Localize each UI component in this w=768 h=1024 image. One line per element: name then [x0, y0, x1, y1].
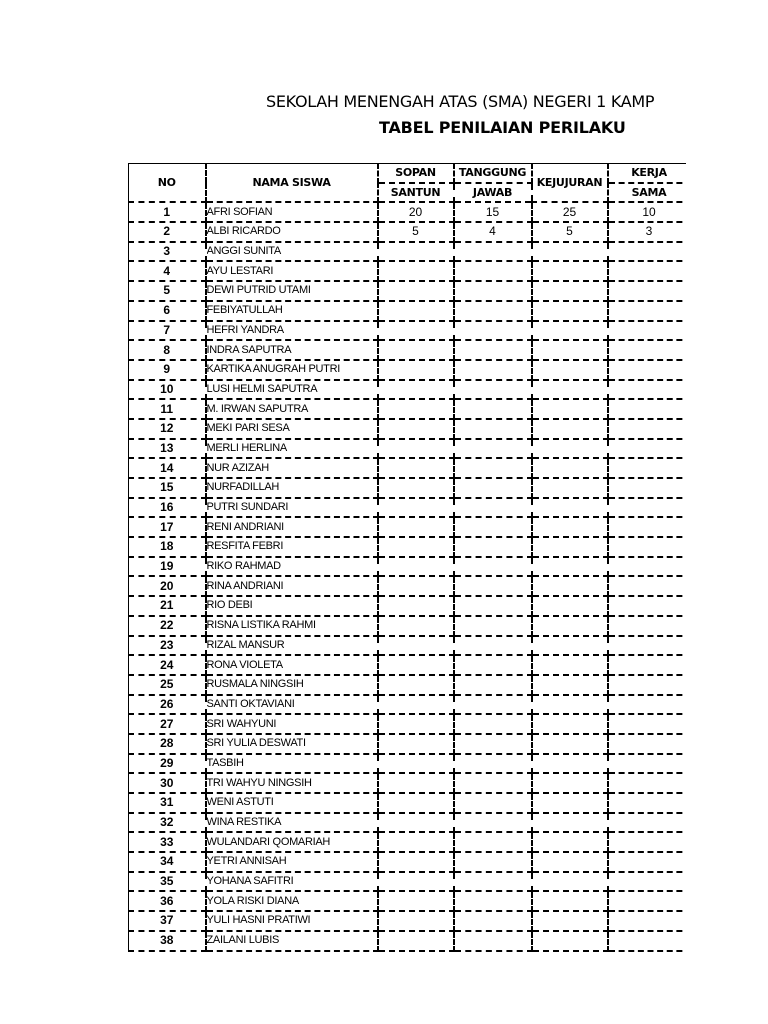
- score-kerja-sama: [608, 537, 687, 557]
- score-kerja-sama: [608, 891, 687, 911]
- score-sopan-santun: [378, 773, 454, 793]
- row-number: 13: [129, 439, 206, 459]
- score-kejujuran: [532, 832, 608, 852]
- score-tanggung-jawab: [454, 852, 532, 872]
- row-number: 29: [129, 754, 206, 774]
- student-name: INDRA SAPUTRA: [206, 340, 378, 360]
- score-tanggung-jawab: [454, 675, 532, 695]
- row-number: 14: [129, 458, 206, 478]
- score-sopan-santun: [378, 458, 454, 478]
- score-kejujuran: [532, 399, 608, 419]
- score-sopan-santun: [378, 616, 454, 636]
- score-kerja-sama: [608, 557, 687, 577]
- score-kerja-sama: [608, 399, 687, 419]
- column-header-kejujuran: KEJUJURAN: [532, 164, 608, 203]
- row-number: 27: [129, 714, 206, 734]
- score-kerja-sama: [608, 931, 687, 951]
- score-kejujuran: [532, 596, 608, 616]
- row-number: 15: [129, 478, 206, 498]
- score-sopan-santun: [378, 321, 454, 341]
- student-name: RIO DEBI: [206, 596, 378, 616]
- table-row: [129, 281, 687, 301]
- row-number: 30: [129, 773, 206, 793]
- table-row: [129, 596, 687, 616]
- score-kejujuran: [532, 281, 608, 301]
- table-row: [129, 242, 687, 262]
- student-name: RONA VIOLETA: [206, 655, 378, 675]
- student-name: MERLI HERLINA: [206, 439, 378, 459]
- score-tanggung-jawab: [454, 242, 532, 262]
- student-name: M. IRWAN SAPUTRA: [206, 399, 378, 419]
- row-number: 6: [129, 301, 206, 321]
- column-header-no: NO: [129, 164, 206, 203]
- score-kejujuran: 25: [532, 202, 608, 222]
- score-kejujuran: [532, 478, 608, 498]
- score-tanggung-jawab: [454, 695, 532, 715]
- score-kejujuran: [532, 321, 608, 341]
- row-number: 24: [129, 655, 206, 675]
- score-sopan-santun: [378, 399, 454, 419]
- student-name: YOHANA SAFITRI: [206, 872, 378, 892]
- student-name: LUSI HELMI SAPUTRA: [206, 380, 378, 400]
- student-name: PUTRI SUNDARI: [206, 498, 378, 518]
- student-name: WULANDARI QOMARIAH: [206, 832, 378, 852]
- score-kejujuran: 5: [532, 222, 608, 242]
- row-number: 33: [129, 832, 206, 852]
- row-number: 11: [129, 399, 206, 419]
- student-name: NUR AZIZAH: [206, 458, 378, 478]
- student-name: YOLA RISKI DIANA: [206, 891, 378, 911]
- score-tanggung-jawab: [454, 734, 532, 754]
- score-kerja-sama: [608, 301, 687, 321]
- score-kejujuran: [532, 380, 608, 400]
- table-row: [129, 439, 687, 459]
- table-row: [129, 911, 687, 931]
- table-row: [129, 734, 687, 754]
- score-sopan-santun: [378, 695, 454, 715]
- score-kejujuran: [532, 301, 608, 321]
- score-sopan-santun: [378, 517, 454, 537]
- table-row: [129, 498, 687, 518]
- row-number: 18: [129, 537, 206, 557]
- score-kerja-sama: 3: [608, 222, 687, 242]
- score-kejujuran: [532, 773, 608, 793]
- score-kerja-sama: [608, 498, 687, 518]
- score-kejujuran: [532, 714, 608, 734]
- score-sopan-santun: [378, 360, 454, 380]
- row-number: 3: [129, 242, 206, 262]
- score-kejujuran: [532, 360, 608, 380]
- row-number: 2: [129, 222, 206, 242]
- row-number: 21: [129, 596, 206, 616]
- table-row: [129, 458, 687, 478]
- score-kejujuran: [532, 695, 608, 715]
- row-number: 19: [129, 557, 206, 577]
- student-name: MEKI PARI SESA: [206, 419, 378, 439]
- score-kerja-sama: [608, 340, 687, 360]
- score-sopan-santun: [378, 576, 454, 596]
- column-header-nama-siswa: NAMA SISWA: [206, 164, 378, 203]
- row-number: 17: [129, 517, 206, 537]
- table-row: [129, 754, 687, 774]
- row-number: 16: [129, 498, 206, 518]
- table-row: [129, 616, 687, 636]
- row-number: 37: [129, 911, 206, 931]
- score-sopan-santun: [378, 498, 454, 518]
- score-sopan-santun: [378, 537, 454, 557]
- student-name: NURFADILLAH: [206, 478, 378, 498]
- score-sopan-santun: [378, 261, 454, 281]
- table-row: [129, 380, 687, 400]
- score-kerja-sama: [608, 714, 687, 734]
- student-name: RUSMALA NINGSIH: [206, 675, 378, 695]
- score-kerja-sama: [608, 261, 687, 281]
- score-sopan-santun: [378, 891, 454, 911]
- student-name: ZAILANI LUBIS: [206, 931, 378, 951]
- score-kejujuran: [532, 557, 608, 577]
- table-row: [129, 891, 687, 911]
- student-name: RENI ANDRIANI: [206, 517, 378, 537]
- score-sopan-santun: [378, 911, 454, 931]
- score-kejujuran: [532, 261, 608, 281]
- student-name: TRI WAHYU NINGSIH: [206, 773, 378, 793]
- row-number: 20: [129, 576, 206, 596]
- row-number: 8: [129, 340, 206, 360]
- score-kerja-sama: [608, 734, 687, 754]
- score-kerja-sama: [608, 242, 687, 262]
- row-number: 23: [129, 636, 206, 656]
- score-tanggung-jawab: [454, 754, 532, 774]
- table-row: [129, 261, 687, 281]
- score-sopan-santun: [378, 655, 454, 675]
- score-kejujuran: [532, 636, 608, 656]
- student-name: HEFRI YANDRA: [206, 321, 378, 341]
- score-kerja-sama: [608, 872, 687, 892]
- score-tanggung-jawab: [454, 380, 532, 400]
- table-title: TABEL PENILAIAN PERILAKU: [379, 118, 626, 137]
- row-number: 22: [129, 616, 206, 636]
- score-kejujuran: [532, 616, 608, 636]
- score-kerja-sama: [608, 517, 687, 537]
- score-sopan-santun: [378, 931, 454, 951]
- score-kejujuran: [532, 498, 608, 518]
- score-tanggung-jawab: [454, 832, 532, 852]
- score-sopan-santun: [378, 242, 454, 262]
- table-row: [129, 576, 687, 596]
- score-kejujuran: [532, 911, 608, 931]
- column-header-sama: SAMA: [608, 183, 687, 203]
- student-name: FEBIYATULLAH: [206, 301, 378, 321]
- score-kerja-sama: [608, 576, 687, 596]
- score-kejujuran: [532, 576, 608, 596]
- score-kerja-sama: [608, 695, 687, 715]
- score-sopan-santun: [378, 852, 454, 872]
- score-kejujuran: [532, 439, 608, 459]
- score-kejujuran: [532, 931, 608, 951]
- row-number: 12: [129, 419, 206, 439]
- row-number: 10: [129, 380, 206, 400]
- score-kerja-sama: [608, 360, 687, 380]
- row-number: 26: [129, 695, 206, 715]
- row-number: 1: [129, 202, 206, 222]
- score-tanggung-jawab: [454, 557, 532, 577]
- column-header-kerja: KERJA: [608, 164, 687, 183]
- table-row: [129, 636, 687, 656]
- score-kejujuran: [532, 340, 608, 360]
- table-row: [129, 222, 687, 242]
- column-header-santun: SANTUN: [378, 183, 454, 203]
- score-tanggung-jawab: [454, 458, 532, 478]
- school-title: SEKOLAH MENENGAH ATAS (SMA) NEGERI 1 KAMP: [266, 92, 655, 111]
- score-kejujuran: [532, 675, 608, 695]
- student-name: AFRI SOFIAN: [206, 202, 378, 222]
- student-name: SRI YULIA DESWATI: [206, 734, 378, 754]
- score-tanggung-jawab: [454, 655, 532, 675]
- score-kerja-sama: [608, 852, 687, 872]
- row-number: 35: [129, 872, 206, 892]
- score-tanggung-jawab: [454, 281, 532, 301]
- table-row: [129, 655, 687, 675]
- score-kerja-sama: [608, 675, 687, 695]
- score-kejujuran: [532, 537, 608, 557]
- table-row: [129, 793, 687, 813]
- score-tanggung-jawab: [454, 261, 532, 281]
- score-kerja-sama: [608, 596, 687, 616]
- score-tanggung-jawab: [454, 301, 532, 321]
- score-kerja-sama: [608, 832, 687, 852]
- score-tanggung-jawab: [454, 439, 532, 459]
- score-tanggung-jawab: [454, 576, 532, 596]
- score-tanggung-jawab: [454, 498, 532, 518]
- student-name: YULI HASNI PRATIWI: [206, 911, 378, 931]
- score-kerja-sama: [608, 419, 687, 439]
- score-kerja-sama: [608, 478, 687, 498]
- score-sopan-santun: [378, 714, 454, 734]
- score-tanggung-jawab: [454, 478, 532, 498]
- score-tanggung-jawab: [454, 360, 532, 380]
- score-kejujuran: [532, 891, 608, 911]
- score-kerja-sama: [608, 458, 687, 478]
- student-name: SANTI OKTAVIANI: [206, 695, 378, 715]
- table-row: [129, 202, 687, 222]
- column-header-jawab: JAWAB: [454, 183, 532, 203]
- score-kerja-sama: [608, 655, 687, 675]
- score-tanggung-jawab: [454, 872, 532, 892]
- table-row: [129, 478, 687, 498]
- score-tanggung-jawab: [454, 596, 532, 616]
- score-kejujuran: [532, 754, 608, 774]
- row-number: 5: [129, 281, 206, 301]
- table-row: [129, 419, 687, 439]
- score-tanggung-jawab: [454, 931, 532, 951]
- score-kerja-sama: [608, 439, 687, 459]
- score-tanggung-jawab: [454, 517, 532, 537]
- score-tanggung-jawab: [454, 773, 532, 793]
- row-number: 7: [129, 321, 206, 341]
- header-row-top: [129, 164, 687, 183]
- row-number: 36: [129, 891, 206, 911]
- score-sopan-santun: [378, 419, 454, 439]
- column-header-tanggung: TANGGUNG: [454, 164, 532, 183]
- score-tanggung-jawab: [454, 636, 532, 656]
- score-tanggung-jawab: [454, 616, 532, 636]
- score-sopan-santun: [378, 636, 454, 656]
- student-name: ALBI RICARDO: [206, 222, 378, 242]
- table-row: [129, 931, 687, 951]
- row-number: 28: [129, 734, 206, 754]
- student-name: YETRI ANNISAH: [206, 852, 378, 872]
- table-row: [129, 301, 687, 321]
- score-sopan-santun: [378, 340, 454, 360]
- score-kejujuran: [532, 242, 608, 262]
- table-row: [129, 537, 687, 557]
- student-name: RIZAL MANSUR: [206, 636, 378, 656]
- row-number: 4: [129, 261, 206, 281]
- student-name: WINA RESTIKA: [206, 813, 378, 833]
- student-name: DEWI PUTRID UTAMI: [206, 281, 378, 301]
- row-number: 38: [129, 931, 206, 951]
- score-kejujuran: [532, 793, 608, 813]
- score-tanggung-jawab: [454, 399, 532, 419]
- student-name: TASBIH: [206, 754, 378, 774]
- score-kerja-sama: [608, 813, 687, 833]
- score-sopan-santun: [378, 754, 454, 774]
- score-kejujuran: [532, 517, 608, 537]
- table-header: [129, 164, 687, 203]
- row-number: 34: [129, 852, 206, 872]
- score-sopan-santun: [378, 872, 454, 892]
- assessment-table: [128, 163, 686, 952]
- table-row: [129, 695, 687, 715]
- table-row: [129, 852, 687, 872]
- table-row: [129, 321, 687, 341]
- score-sopan-santun: [378, 793, 454, 813]
- score-kejujuran: [532, 852, 608, 872]
- score-kerja-sama: [608, 321, 687, 341]
- score-tanggung-jawab: [454, 891, 532, 911]
- score-sopan-santun: [378, 675, 454, 695]
- score-tanggung-jawab: [454, 813, 532, 833]
- score-kerja-sama: [608, 636, 687, 656]
- score-kerja-sama: [608, 380, 687, 400]
- student-name: KARTIKA ANUGRAH PUTRI: [206, 360, 378, 380]
- table-row: [129, 360, 687, 380]
- table-row: [129, 399, 687, 419]
- student-name: WENI ASTUTI: [206, 793, 378, 813]
- student-name: RINA ANDRIANI: [206, 576, 378, 596]
- score-sopan-santun: [378, 478, 454, 498]
- table-row: [129, 517, 687, 537]
- score-sopan-santun: [378, 734, 454, 754]
- student-name: AYU LESTARI: [206, 261, 378, 281]
- score-kejujuran: [532, 734, 608, 754]
- score-kerja-sama: [608, 281, 687, 301]
- student-name: RESFITA FEBRI: [206, 537, 378, 557]
- score-tanggung-jawab: 15: [454, 202, 532, 222]
- table-row: [129, 340, 687, 360]
- row-number: 32: [129, 813, 206, 833]
- table-row: [129, 832, 687, 852]
- score-kejujuran: [532, 419, 608, 439]
- table-row: [129, 813, 687, 833]
- student-name: SRI WAHYUNI: [206, 714, 378, 734]
- score-tanggung-jawab: [454, 714, 532, 734]
- score-kerja-sama: 10: [608, 202, 687, 222]
- score-sopan-santun: [378, 301, 454, 321]
- table-row: [129, 872, 687, 892]
- score-sopan-santun: [378, 439, 454, 459]
- column-header-sopan: SOPAN: [378, 164, 454, 183]
- table-row: [129, 714, 687, 734]
- score-kejujuran: [532, 872, 608, 892]
- row-number: 25: [129, 675, 206, 695]
- score-tanggung-jawab: 4: [454, 222, 532, 242]
- score-sopan-santun: [378, 281, 454, 301]
- score-tanggung-jawab: [454, 537, 532, 557]
- score-sopan-santun: [378, 813, 454, 833]
- score-kerja-sama: [608, 754, 687, 774]
- student-name: RISNA LISTIKA RAHMI: [206, 616, 378, 636]
- student-name: RIKO RAHMAD: [206, 557, 378, 577]
- score-kerja-sama: [608, 793, 687, 813]
- student-name: ANGGI SUNITA: [206, 242, 378, 262]
- score-kerja-sama: [608, 616, 687, 636]
- score-sopan-santun: 20: [378, 202, 454, 222]
- score-tanggung-jawab: [454, 911, 532, 931]
- table-row: [129, 675, 687, 695]
- score-sopan-santun: [378, 832, 454, 852]
- score-tanggung-jawab: [454, 419, 532, 439]
- score-sopan-santun: [378, 380, 454, 400]
- table-body: [129, 202, 687, 950]
- row-number: 9: [129, 360, 206, 380]
- score-sopan-santun: 5: [378, 222, 454, 242]
- score-kerja-sama: [608, 773, 687, 793]
- score-sopan-santun: [378, 596, 454, 616]
- score-tanggung-jawab: [454, 321, 532, 341]
- score-sopan-santun: [378, 557, 454, 577]
- score-tanggung-jawab: [454, 793, 532, 813]
- row-number: 31: [129, 793, 206, 813]
- table-row: [129, 557, 687, 577]
- score-kejujuran: [532, 655, 608, 675]
- table-row: [129, 773, 687, 793]
- score-kejujuran: [532, 458, 608, 478]
- score-kejujuran: [532, 813, 608, 833]
- score-tanggung-jawab: [454, 340, 532, 360]
- score-kerja-sama: [608, 911, 687, 931]
